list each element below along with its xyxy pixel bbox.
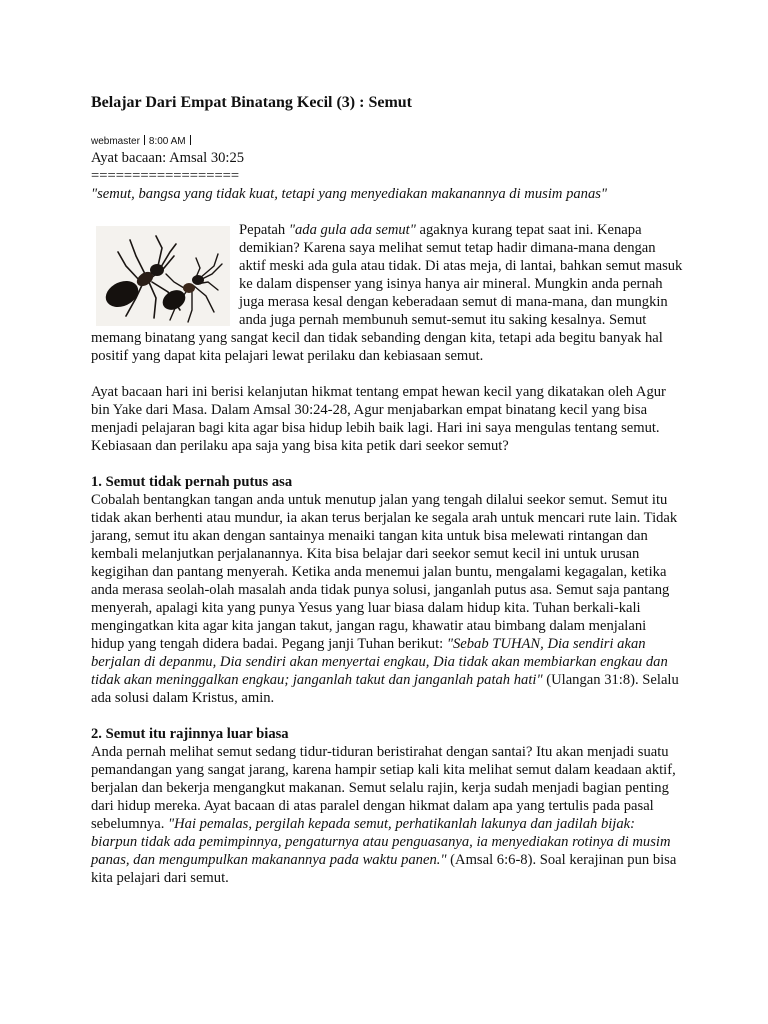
spacer — [91, 203, 683, 221]
author-link[interactable]: webmaster — [91, 136, 140, 147]
spacer — [91, 365, 683, 383]
verse-reference: Ayat bacaan: Amsal 30:25 — [91, 150, 245, 166]
article — [91, 93, 683, 887]
spacer — [91, 455, 683, 473]
verse-quote — [91, 185, 683, 203]
intro-paragraph: Pepatah "ada gula ada semut" agaknya kurang tepat saat ini. Kenapa demikian? Karena saya melihat semut tetap hadir dimana-mana dengan aktif meski ada gula atau tidak. Di atas meja, di lantai, bahkan semut masuk ke dalam dispenser yang isinya hanya air mineral. Mungkin anda pernah juga merasa kesal dengan keberadaan semut di mana-mana, dan mungkin anda juga pernah membunuh semut-semut itu saking kesalnya. Semut memang binatang yang sangat kecil dan tidak sebanding dengan kita, tetapi ada begitu banyak hal positif yang dapat kita pelajari lewat perilaku dan kebiasaan semut. — [91, 222, 683, 364]
intro-paragraph-2: Ayat bacaan hari ini berisi kelanjutan hikmat tentang empat hewan kecil yang dikatakan oleh Agur bin Yake dari Masa. Dalam Amsal 30:24-28, Agur menjabarkan empat binatang kecil yang bisa menjadi pelajaran bagi kita agar bisa hidup lebih baik lagi. Hari ini saya mengulas tentang semut. Kebiasaan dan perilaku apa saja yang bisa kita petik dari seekor semut? — [91, 384, 666, 454]
article-meta — [91, 135, 683, 149]
section-2-quote: "Hai pemalas, pergilah kepada semut, perhatikanlah lakunya dan jadilah bijak: biarpun tidak ada pemimpinnya, pengaturnya atau penguasanya, ia menyediakan rotinya di musim panas, dan mengumpulkan makanannya pada waktu panen." — [91, 816, 671, 868]
post-time: 8:00 AM — [148, 136, 186, 147]
meta-separator — [190, 135, 191, 145]
spacer — [91, 707, 683, 725]
section-1-body: Cobalah bentangkan tangan anda untuk menutup jalan yang tengah dilalui seekor semut. Semut itu tidak akan berhenti atau mundur, ia akan terus berjalan ke segala arah untuk mencari rute lain. Tidak jarang, semut itu akan dengan santainya menaiki tangan kita untuk bisa melewati rintangan dan kembali melanjutkan perjalanannya. Kita bisa belajar dari seekor semut kecil ini untuk urusan kegigihan dan pantang menyerah. Ketika anda menemui jalan buntu, mengalami kegagalan, ketika anda merasa seolah-olah masalah anda tidak punya solusi, janganlah putus asa. Semut saja pantang menyerah, apalagi kita yang punya Yesus yang luar biasa dalam hidup kita. Tuhan berkali-kali mengingatkan kita agar kita jangan takut, jangan ragu, khawatir atau bimbang dalam menjalani hidup yang tengah didera badai. Pegang janji Tuhan berikut: "Sebab TUHAN, Dia sendiri akan berjalan di depanmu, Dia sendiri akan menyertai engkau, Dia tidak akan membiarkan engkau dan tidak akan meninggalkan engkau; janganlah takut dan janganlah patah hati" (Ulangan 31:8). Selalu ada solusi dalam Kristus, amin. — [91, 492, 679, 706]
section-2-body: Anda pernah melihat semut sedang tidur-tiduran beristirahat dengan santai? Itu akan menjadi suatu pemandangan yang sangat jarang, karena hampir setiap kali kita melihat semut dalam keadaan aktif, berjalan dan bekerja mengangkut makanan. Semut selalu rajin, kerja sudah menjadi bagian penting dari hidup mereka. Ayat bacaan di atas paralel dengan hikmat dalam apa yang tertulis pada pasal sebelumnya. "Hai pemalas, pergilah kepada semut, perhatikanlah lakunya dan jadilah bijak: biarpun tidak ada pemimpinnya, pengaturnya atau penguasanya, ia menyediakan rotinya di musim panas, dan mengumpulkan makanannya pada waktu panen." (Amsal 6:6-8). Soal kerajinan pun bisa kita pelajari dari semut. — [91, 744, 677, 886]
verse-quote-text: "semut, bangsa yang tidak kuat, tetapi yang menyediakan makanannya di musim panas" — [91, 186, 608, 202]
ants-illustration — [96, 226, 230, 326]
proverb-quote: "ada gula ada semut" — [288, 222, 416, 238]
ants-image — [96, 226, 230, 326]
section-2-heading: 2. Semut itu rajinnya luar biasa — [91, 726, 289, 742]
section-1-heading: 1. Semut tidak pernah putus asa — [91, 474, 293, 490]
divider-line: ================== — [91, 168, 240, 184]
article-title: Belajar Dari Empat Binatang Kecil (3) : Semut — [91, 94, 413, 111]
section-1-quote: "Sebab TUHAN, Dia sendiri akan berjalan di depanmu, Dia sendiri akan menyertai engkau, Dia tidak akan membiarkan engkau dan tidak akan meninggalkan engkau; janganlah takut dan janganlah patah hati" — [91, 636, 668, 688]
meta-separator — [144, 135, 145, 145]
